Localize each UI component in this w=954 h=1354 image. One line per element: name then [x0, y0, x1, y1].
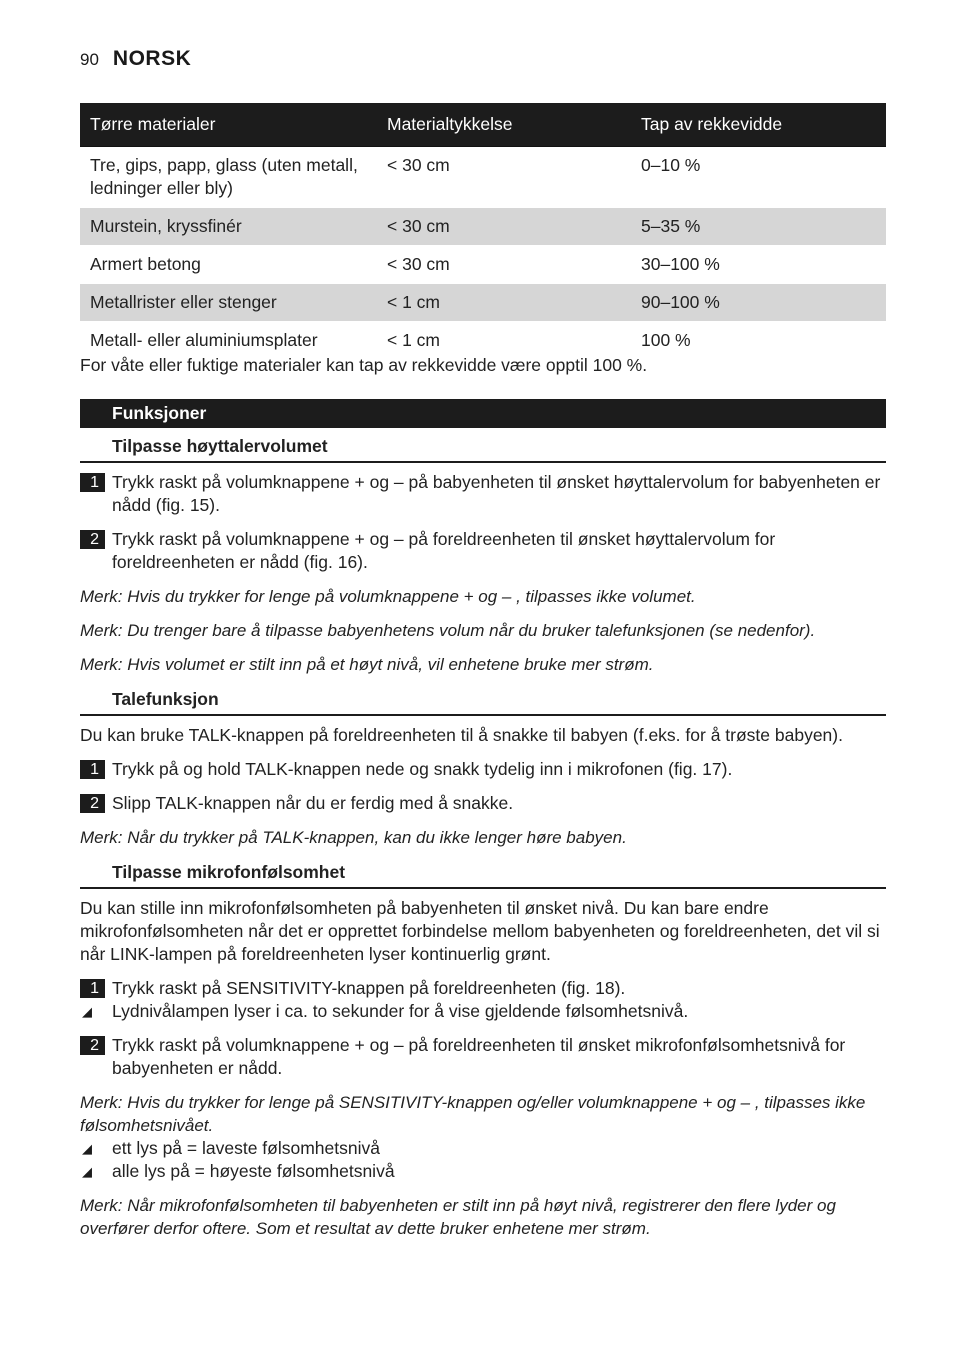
bullet-text: Lydnivålampen lyser i ca. to sekunder for å vise gjeldende følsomhetsnivå.: [112, 1001, 689, 1021]
step-text: Trykk raskt på SENSITIVITY-knappen på foreldreenheten (fig. 18).: [112, 978, 626, 998]
table-cell: Armert betong: [80, 246, 377, 284]
talk-heading: Talefunksjon: [80, 687, 886, 716]
step-number: 1: [80, 760, 105, 779]
step-number: 1: [80, 473, 105, 492]
table-cell: Murstein, kryssfinér: [80, 208, 377, 246]
table-cell: 5–35 %: [631, 208, 886, 246]
sensitivity-step: [80, 1034, 886, 1080]
step-text: Trykk raskt på volumknappene + og – på foreldreenheten til ønsket høyttalervolum for foreldreenheten er nådd (fig. 16).: [112, 529, 776, 572]
column-header: Materialtykkelse: [377, 103, 631, 147]
content-flow: [80, 354, 886, 1251]
table-cell: Metallrister eller stenger: [80, 284, 377, 322]
bullet-text: ett lys på = laveste følsomhetsnivå: [112, 1138, 380, 1158]
volume-heading: Tilpasse høyttalervolumet: [80, 434, 886, 463]
table-cell: 100 %: [631, 322, 886, 360]
table-row: [80, 208, 886, 246]
level-bullet: [80, 1160, 886, 1183]
volume-step: [80, 528, 886, 574]
step-text: Slipp TALK-knappen når du er ferdig med å snakke.: [112, 793, 514, 813]
sensitivity-step-group: [80, 977, 886, 1023]
result-bullet: [80, 1000, 886, 1023]
level-bullet: [80, 1137, 886, 1160]
talk-step: [80, 758, 886, 781]
step-number: 2: [80, 530, 105, 549]
table-cell: Metall- eller aluminiumsplater: [80, 322, 377, 360]
bullet-arrow-icon: ◢: [82, 1004, 92, 1019]
talk-step: [80, 792, 886, 815]
volume-step: [80, 471, 886, 517]
note: Merk: Hvis du trykker for lenge på volumknappene + og – , tilpasses ikke volumet.: [80, 587, 696, 606]
step-text: Trykk raskt på volumknappene + og – på babyenheten til ønsket høyttalervolum for babyenheten er nådd (fig. 15).: [112, 472, 881, 515]
sensitivity-note-group: [80, 1091, 886, 1183]
column-header: Tørre materialer: [80, 103, 377, 147]
note: Merk: Hvis du trykker for lenge på SENSITIVITY-knappen og/eller volumknappene + og – , tilpasses ikke følsomhetsnivået.: [80, 1093, 866, 1135]
bullet-arrow-icon: ◢: [82, 1164, 92, 1179]
talk-intro: Du kan bruke TALK-knappen på foreldreenheten til å snakke til babyen (f.eks. for å trøste babyen).: [80, 725, 843, 745]
step-number: 1: [80, 979, 105, 998]
table-cell: Tre, gips, papp, glass (uten metall, ledninger eller bly): [80, 147, 377, 208]
step-text: Trykk raskt på volumknappene + og – på foreldreenheten til ønsket mikrofonfølsomhetsnivå for babyenheten er nådd.: [112, 1035, 846, 1078]
sensitivity-heading: Tilpasse mikrofonfølsomhet: [80, 860, 886, 889]
note: Merk: Du trenger bare å tilpasse babyenhetens volum når du bruker talefunksjonen (se nedenfor).: [80, 621, 816, 640]
step-number: 2: [80, 794, 105, 813]
table-cell: < 30 cm: [377, 246, 631, 284]
table-cell: 30–100 %: [631, 246, 886, 284]
step-number: 2: [80, 1036, 105, 1055]
table-header-row: [80, 103, 886, 147]
table-cell: 90–100 %: [631, 284, 886, 322]
bullet-arrow-icon: ◢: [82, 1141, 92, 1156]
note: Merk: Hvis volumet er stilt inn på et høyt nivå, vil enhetene bruke mer strøm.: [80, 655, 654, 674]
table-cell: 0–10 %: [631, 147, 886, 208]
note: Merk: Når mikrofonfølsomheten til babyenheten er stilt inn på høyt nivå, registrerer den flere lyder og overfører derfor oftere. Som et resultat av dette bruker enhetene mer strøm.: [80, 1196, 836, 1238]
table-row: [80, 246, 886, 284]
table-cell: < 1 cm: [377, 284, 631, 322]
column-header: Tap av rekkevidde: [631, 103, 886, 147]
section-title: Funksjoner: [80, 399, 886, 428]
sensitivity-intro: Du kan stille inn mikrofonfølsomheten på babyenheten til ønsket nivå. Du kan bare endre mikrofonfølsomheten når det er opprettet forbindelse mellom babyenheten og foreldreenheten, det vil si når LINK-lampen på foreldreenheten lyser kontinuerlig grønt.: [80, 898, 880, 964]
sensitivity-step: [80, 977, 886, 1000]
table-cell: < 30 cm: [377, 208, 631, 246]
bullet-text: alle lys på = høyeste følsomhetsnivå: [112, 1161, 395, 1181]
wet-materials-note: For våte eller fuktige materialer kan tap av rekkevidde være opptil 100 %.: [80, 355, 648, 375]
table-cell: < 1 cm: [377, 322, 631, 360]
table-cell: < 30 cm: [377, 147, 631, 208]
step-text: Trykk på og hold TALK-knappen nede og snakk tydelig inn i mikrofonen (fig. 17).: [112, 759, 733, 779]
table-row: [80, 147, 886, 208]
page-number: 90: [80, 50, 99, 69]
materials-table: [80, 103, 886, 360]
note: Merk: Når du trykker på TALK-knappen, kan du ikke lenger høre babyen.: [80, 828, 627, 847]
language-title: NORSK: [112, 47, 192, 70]
page-header: [80, 47, 191, 71]
table-row: [80, 284, 886, 322]
